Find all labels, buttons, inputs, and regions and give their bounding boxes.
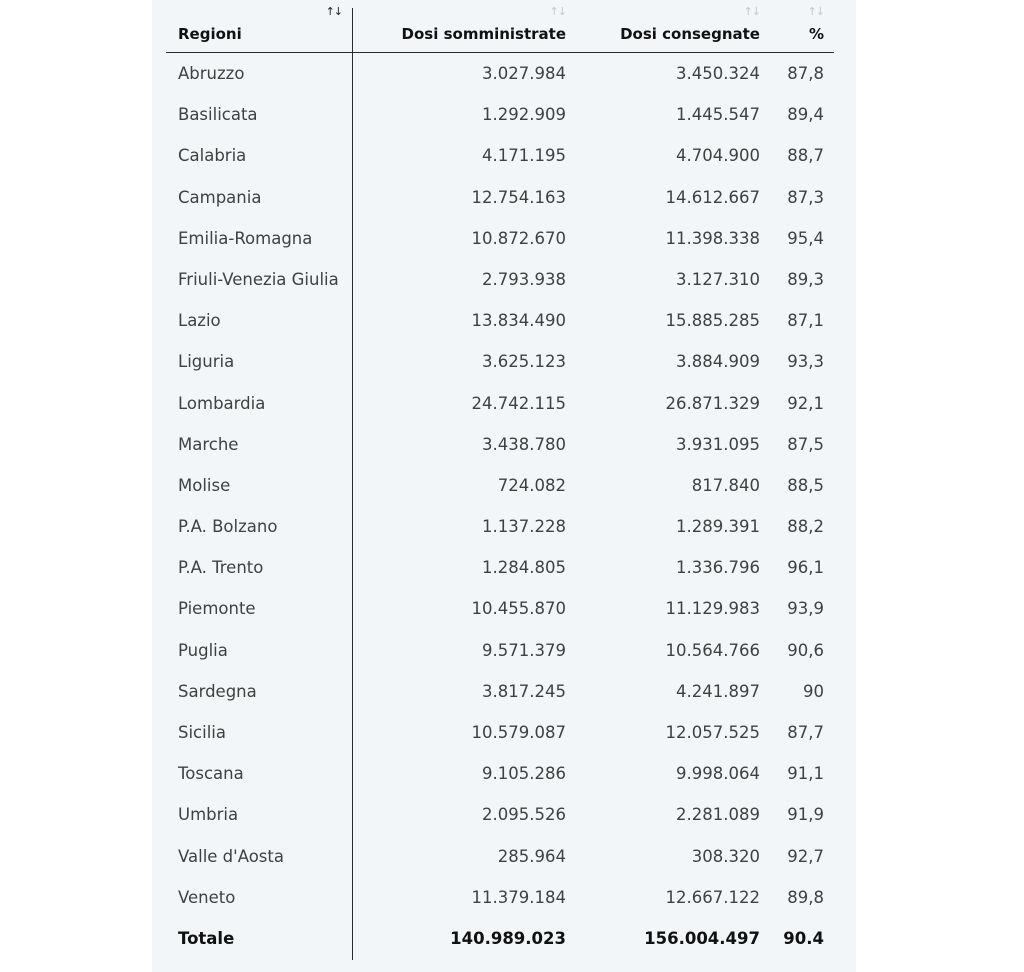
table-row	[152, 218, 856, 259]
dosi-consegnate-cell: 11.398.338	[665, 228, 760, 248]
dosi-somministrate-cell: 24.742.115	[471, 393, 566, 413]
dosi-somministrate-cell: 9.571.379	[482, 640, 566, 660]
table-row	[152, 94, 856, 135]
region-cell: Lombardia	[178, 393, 266, 413]
dosi-somministrate-cell: 10.455.870	[471, 599, 566, 619]
dosi-somministrate-cell: 285.964	[497, 846, 566, 866]
region-cell: Puglia	[178, 640, 228, 660]
table-row	[152, 341, 856, 382]
dosi-somministrate-cell: 2.095.526	[482, 805, 566, 825]
table-row	[152, 259, 856, 300]
table-row	[152, 547, 856, 588]
percent-cell: 88,2	[787, 517, 824, 537]
region-cell: Abruzzo	[178, 64, 245, 83]
table-row	[152, 135, 856, 176]
column-header-percent[interactable]	[770, 0, 824, 52]
region-cell: Valle d'Aosta	[178, 846, 284, 866]
dosi-somministrate-cell: 11.379.184	[471, 887, 566, 907]
column-header-dosi-somministrate[interactable]	[366, 0, 566, 52]
region-cell: Sicilia	[178, 723, 226, 742]
dosi-somministrate-cell: 10.872.670	[471, 228, 566, 248]
region-cell: Marche	[178, 434, 239, 454]
table-row	[152, 53, 856, 94]
dosi-somministrate-cell: 3.625.123	[482, 352, 566, 372]
column-header-dosi-consegnate[interactable]	[566, 0, 760, 52]
sort-icon[interactable]: ↑↓	[549, 5, 566, 18]
dosi-consegnate-cell: 9.998.064	[676, 764, 760, 784]
percent-cell: 92,1	[787, 393, 824, 413]
region-cell: Friuli-Venezia Giulia	[178, 269, 339, 289]
region-cell: P.A. Bolzano	[178, 517, 278, 537]
dosi-somministrate-cell: 3.817.245	[482, 681, 566, 701]
region-cell: Veneto	[178, 887, 236, 907]
region-cell: Lazio	[178, 311, 221, 331]
table-row	[152, 630, 856, 671]
percent-cell: 90.4	[783, 928, 824, 948]
region-cell: Calabria	[178, 146, 247, 166]
dosi-somministrate-cell: 1.137.228	[482, 517, 566, 537]
percent-cell: 89,8	[787, 887, 824, 907]
dosi-consegnate-cell: 308.320	[691, 846, 760, 866]
table-row	[152, 877, 856, 918]
dosi-somministrate-cell: 140.989.023	[450, 928, 566, 948]
table-row	[152, 794, 856, 835]
dosi-consegnate-cell: 14.612.667	[665, 187, 760, 207]
sort-icon[interactable]: ↑↓	[807, 5, 824, 18]
table-row	[152, 671, 856, 712]
percent-cell: 93,9	[787, 599, 824, 619]
region-cell: Campania	[178, 187, 262, 207]
dosi-consegnate-cell: 10.564.766	[665, 640, 760, 660]
column-header-label: %	[808, 25, 824, 43]
table-row	[152, 383, 856, 424]
region-cell: P.A. Trento	[178, 558, 264, 578]
table-row	[152, 836, 856, 877]
percent-cell: 93,3	[787, 352, 824, 372]
table-row	[152, 506, 856, 547]
table-row	[152, 712, 856, 753]
table-row	[152, 588, 856, 629]
dosi-somministrate-cell: 2.793.938	[482, 269, 566, 289]
percent-cell: 87,7	[787, 723, 824, 742]
percent-cell: 96,1	[787, 558, 824, 578]
region-cell: Toscana	[178, 764, 244, 784]
dosi-consegnate-cell: 1.336.796	[676, 558, 760, 578]
dosi-somministrate-cell: 1.292.909	[482, 105, 566, 125]
region-cell: Piemonte	[178, 599, 256, 619]
region-cell: Liguria	[178, 352, 235, 372]
table-row	[152, 465, 856, 506]
dosi-consegnate-cell: 12.057.525	[665, 723, 760, 742]
table-body	[152, 53, 856, 959]
dosi-consegnate-cell: 1.445.547	[676, 105, 760, 125]
percent-cell: 90	[803, 681, 824, 701]
percent-cell: 87,8	[787, 64, 824, 83]
dosi-consegnate-cell: 4.704.900	[676, 146, 760, 166]
dosi-consegnate-cell: 4.241.897	[676, 681, 760, 701]
table-total-row	[152, 918, 856, 959]
percent-cell: 91,9	[787, 805, 824, 825]
sort-icon[interactable]: ↑↓	[325, 5, 342, 18]
percent-cell: 89,3	[787, 269, 824, 289]
table-row	[152, 177, 856, 218]
column-header-regioni[interactable]	[178, 0, 352, 52]
column-header-label: Dosi somministrate	[401, 25, 566, 43]
dosi-somministrate-cell: 10.579.087	[471, 723, 566, 742]
table-row	[152, 424, 856, 465]
dosi-consegnate-cell: 2.281.089	[676, 805, 760, 825]
percent-cell: 88,7	[787, 146, 824, 166]
dosi-somministrate-cell: 12.754.163	[471, 187, 566, 207]
column-header-label: Dosi consegnate	[620, 25, 760, 43]
dosi-consegnate-cell: 156.004.497	[644, 928, 760, 948]
table-row	[152, 753, 856, 794]
region-cell: Umbria	[178, 805, 239, 825]
dosi-somministrate-cell: 9.105.286	[482, 764, 566, 784]
data-table	[152, 0, 856, 972]
region-cell: Emilia-Romagna	[178, 228, 313, 248]
dosi-consegnate-cell: 3.127.310	[676, 269, 760, 289]
percent-cell: 88,5	[787, 475, 824, 495]
dosi-somministrate-cell: 3.027.984	[482, 64, 566, 83]
percent-cell: 87,3	[787, 187, 824, 207]
dosi-somministrate-cell: 724.082	[497, 475, 566, 495]
dosi-consegnate-cell: 3.884.909	[676, 352, 760, 372]
dosi-consegnate-cell: 26.871.329	[665, 393, 760, 413]
region-cell: Basilicata	[178, 105, 258, 125]
percent-cell: 91,1	[787, 764, 824, 784]
column-header-label: Regioni	[178, 25, 242, 43]
percent-cell: 90,6	[787, 640, 824, 660]
dosi-somministrate-cell: 4.171.195	[482, 146, 566, 166]
dosi-consegnate-cell: 12.667.122	[665, 887, 760, 907]
percent-cell: 87,1	[787, 311, 824, 331]
dosi-consegnate-cell: 15.885.285	[665, 311, 760, 331]
dosi-consegnate-cell: 3.931.095	[676, 434, 760, 454]
percent-cell: 89,4	[787, 105, 824, 125]
region-cell: Molise	[178, 475, 231, 495]
dosi-somministrate-cell: 13.834.490	[471, 311, 566, 331]
region-cell: Sardegna	[178, 681, 257, 701]
dosi-consegnate-cell: 3.450.324	[676, 64, 760, 83]
dosi-consegnate-cell: 11.129.983	[665, 599, 760, 619]
dosi-somministrate-cell: 1.284.805	[482, 558, 566, 578]
dosi-consegnate-cell: 817.840	[691, 475, 760, 495]
dosi-somministrate-cell: 3.438.780	[482, 434, 566, 454]
table-header	[152, 0, 856, 52]
percent-cell: 87,5	[787, 434, 824, 454]
percent-cell: 95,4	[787, 228, 824, 248]
percent-cell: 92,7	[787, 846, 824, 866]
region-cell: Totale	[178, 928, 235, 948]
sort-icon[interactable]: ↑↓	[743, 5, 760, 18]
table-row	[152, 300, 856, 341]
dosi-consegnate-cell: 1.289.391	[676, 517, 760, 537]
